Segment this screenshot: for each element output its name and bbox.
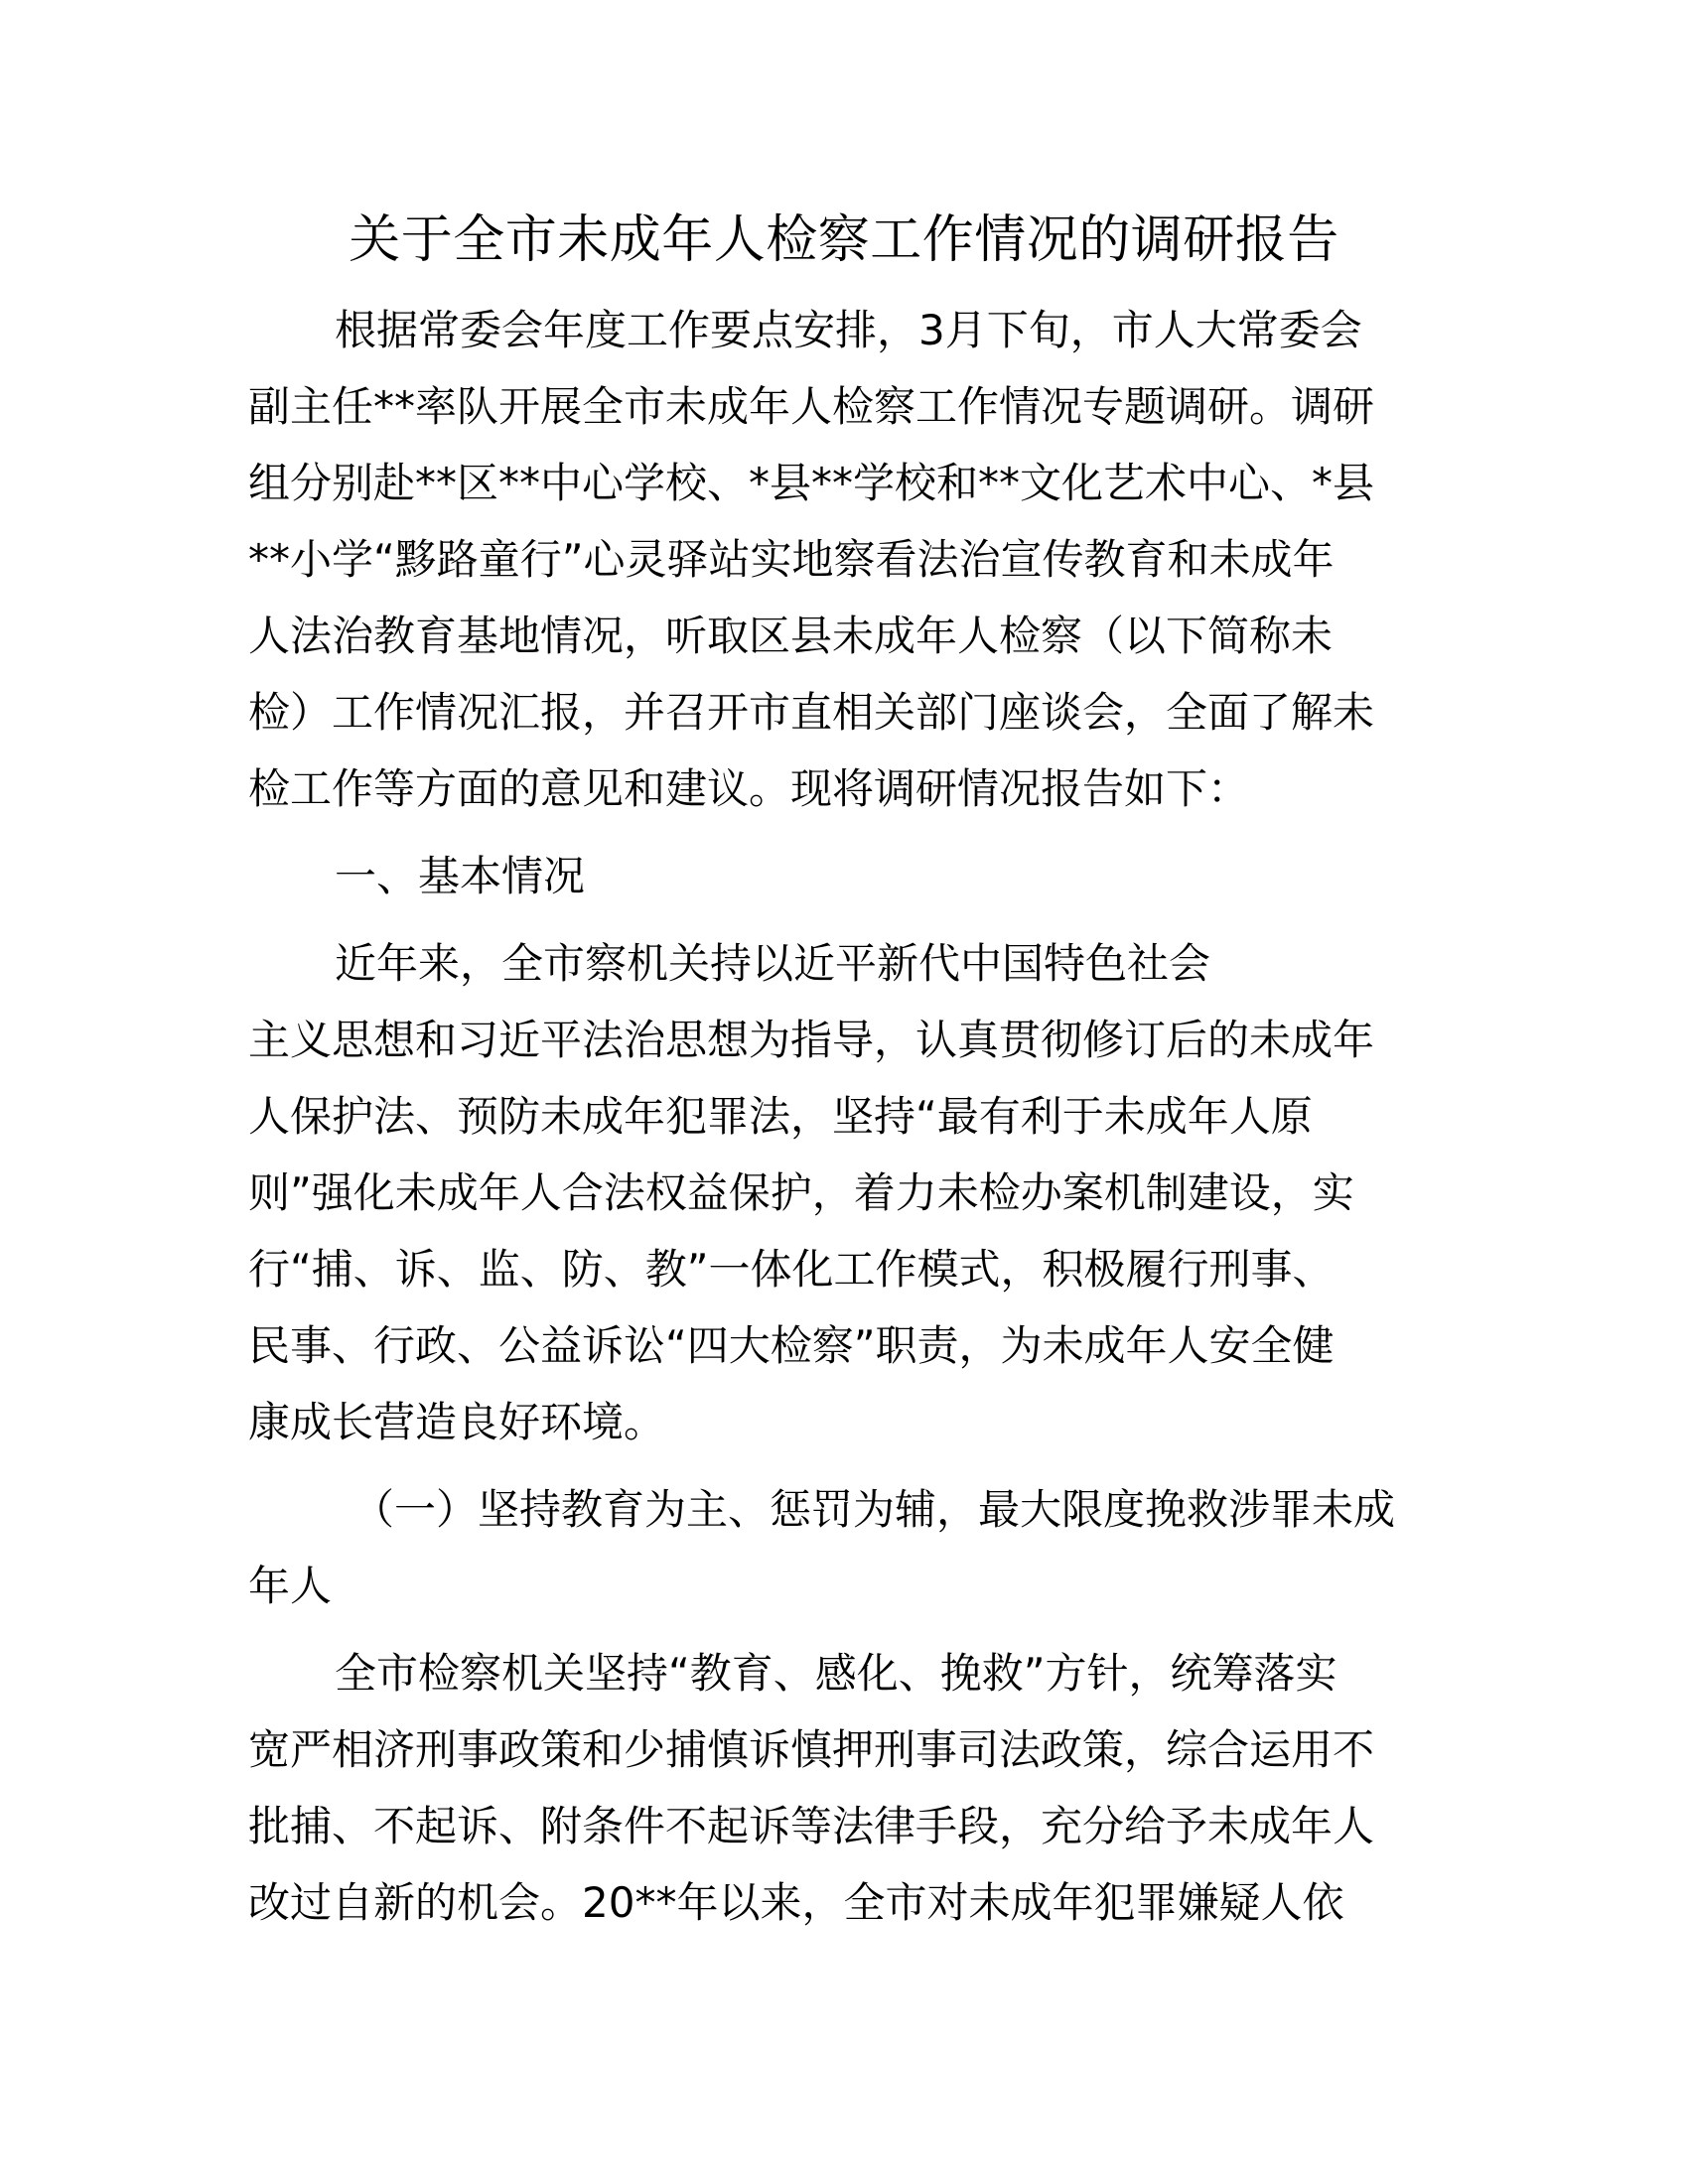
paragraph-line: 宽严相济刑事政策和少捕慎诉慎押刑事司法政策，综合运用不 <box>248 1725 1375 1774</box>
paragraph-line: 批捕、不起诉、附条件不起诉等法律手段，充分给予未成年人 <box>248 1802 1375 1850</box>
paragraph-line: 人法治教育基地情况，听取区县未成年人检察（以下简称未 <box>248 612 1334 660</box>
subsection-heading-line: （一）坚持教育为主、惩罚为辅，最大限度挽救涉罪未成 <box>352 1485 1396 1534</box>
paragraph-line: **小学“黟路童行”心灵驿站实地察看法治宣传教育和未成年 <box>248 535 1335 584</box>
intro-paragraph <box>248 292 1440 827</box>
overview-paragraph <box>248 925 1440 1460</box>
paragraph-line: 近年来，全市察机关持以近平新代中国特色社会 <box>335 939 1211 988</box>
paragraph-line: 康成长营造良好环境。 <box>248 1398 666 1446</box>
document-body <box>248 199 1440 1952</box>
paragraph-line: 民事、行政、公益诉讼“四大检察”职责，为未成年人安全健 <box>248 1321 1335 1370</box>
paragraph-line: 人保护法、预防未成年犯罪法，坚持“最有利于未成年人原 <box>248 1092 1313 1141</box>
section-heading-text: 一、基本情况 <box>335 852 586 900</box>
paragraph-line: 全市检察机关坚持“教育、感化、挽救”方针，统筹落实 <box>335 1649 1337 1698</box>
paragraph-line: 检）工作情况汇报，并召开市直相关部门座谈会，全面了解未 <box>248 688 1375 737</box>
subsection-heading <box>248 1471 1440 1624</box>
subsection-heading-line: 年人 <box>248 1562 333 1610</box>
paragraph-line: 根据常委会年度工作要点安排，3月下旬，市人大常委会 <box>335 306 1362 354</box>
paragraph-line: 检工作等方面的意见和建议。现将调研情况报告如下： <box>248 764 1250 813</box>
section-heading <box>248 838 1440 914</box>
document-title: 关于全市未成年人检察工作情况的调研报告 <box>349 210 1339 270</box>
paragraph-line: 主义思想和习近平法治思想为指导，认真贯彻修订后的未成年 <box>248 1016 1375 1064</box>
paragraph-line: 副主任**率队开展全市未成年人检察工作情况专题调研。调研 <box>248 382 1375 431</box>
detail-paragraph <box>248 1635 1440 1941</box>
paragraph-line: 行“捕、诉、监、防、教”一体化工作模式，积极履行刑事、 <box>248 1245 1335 1294</box>
paragraph-line: 则”强化未成年人合法权益保护，着力未检办案机制建设，实 <box>248 1168 1354 1217</box>
paragraph-line: 改过自新的机会。20**年以来，全市对未成年犯罪嫌疑人依 <box>248 1878 1344 1927</box>
paragraph-line: 组分别赴**区**中心学校、*县**学校和**文化艺术中心、*县 <box>248 459 1375 507</box>
